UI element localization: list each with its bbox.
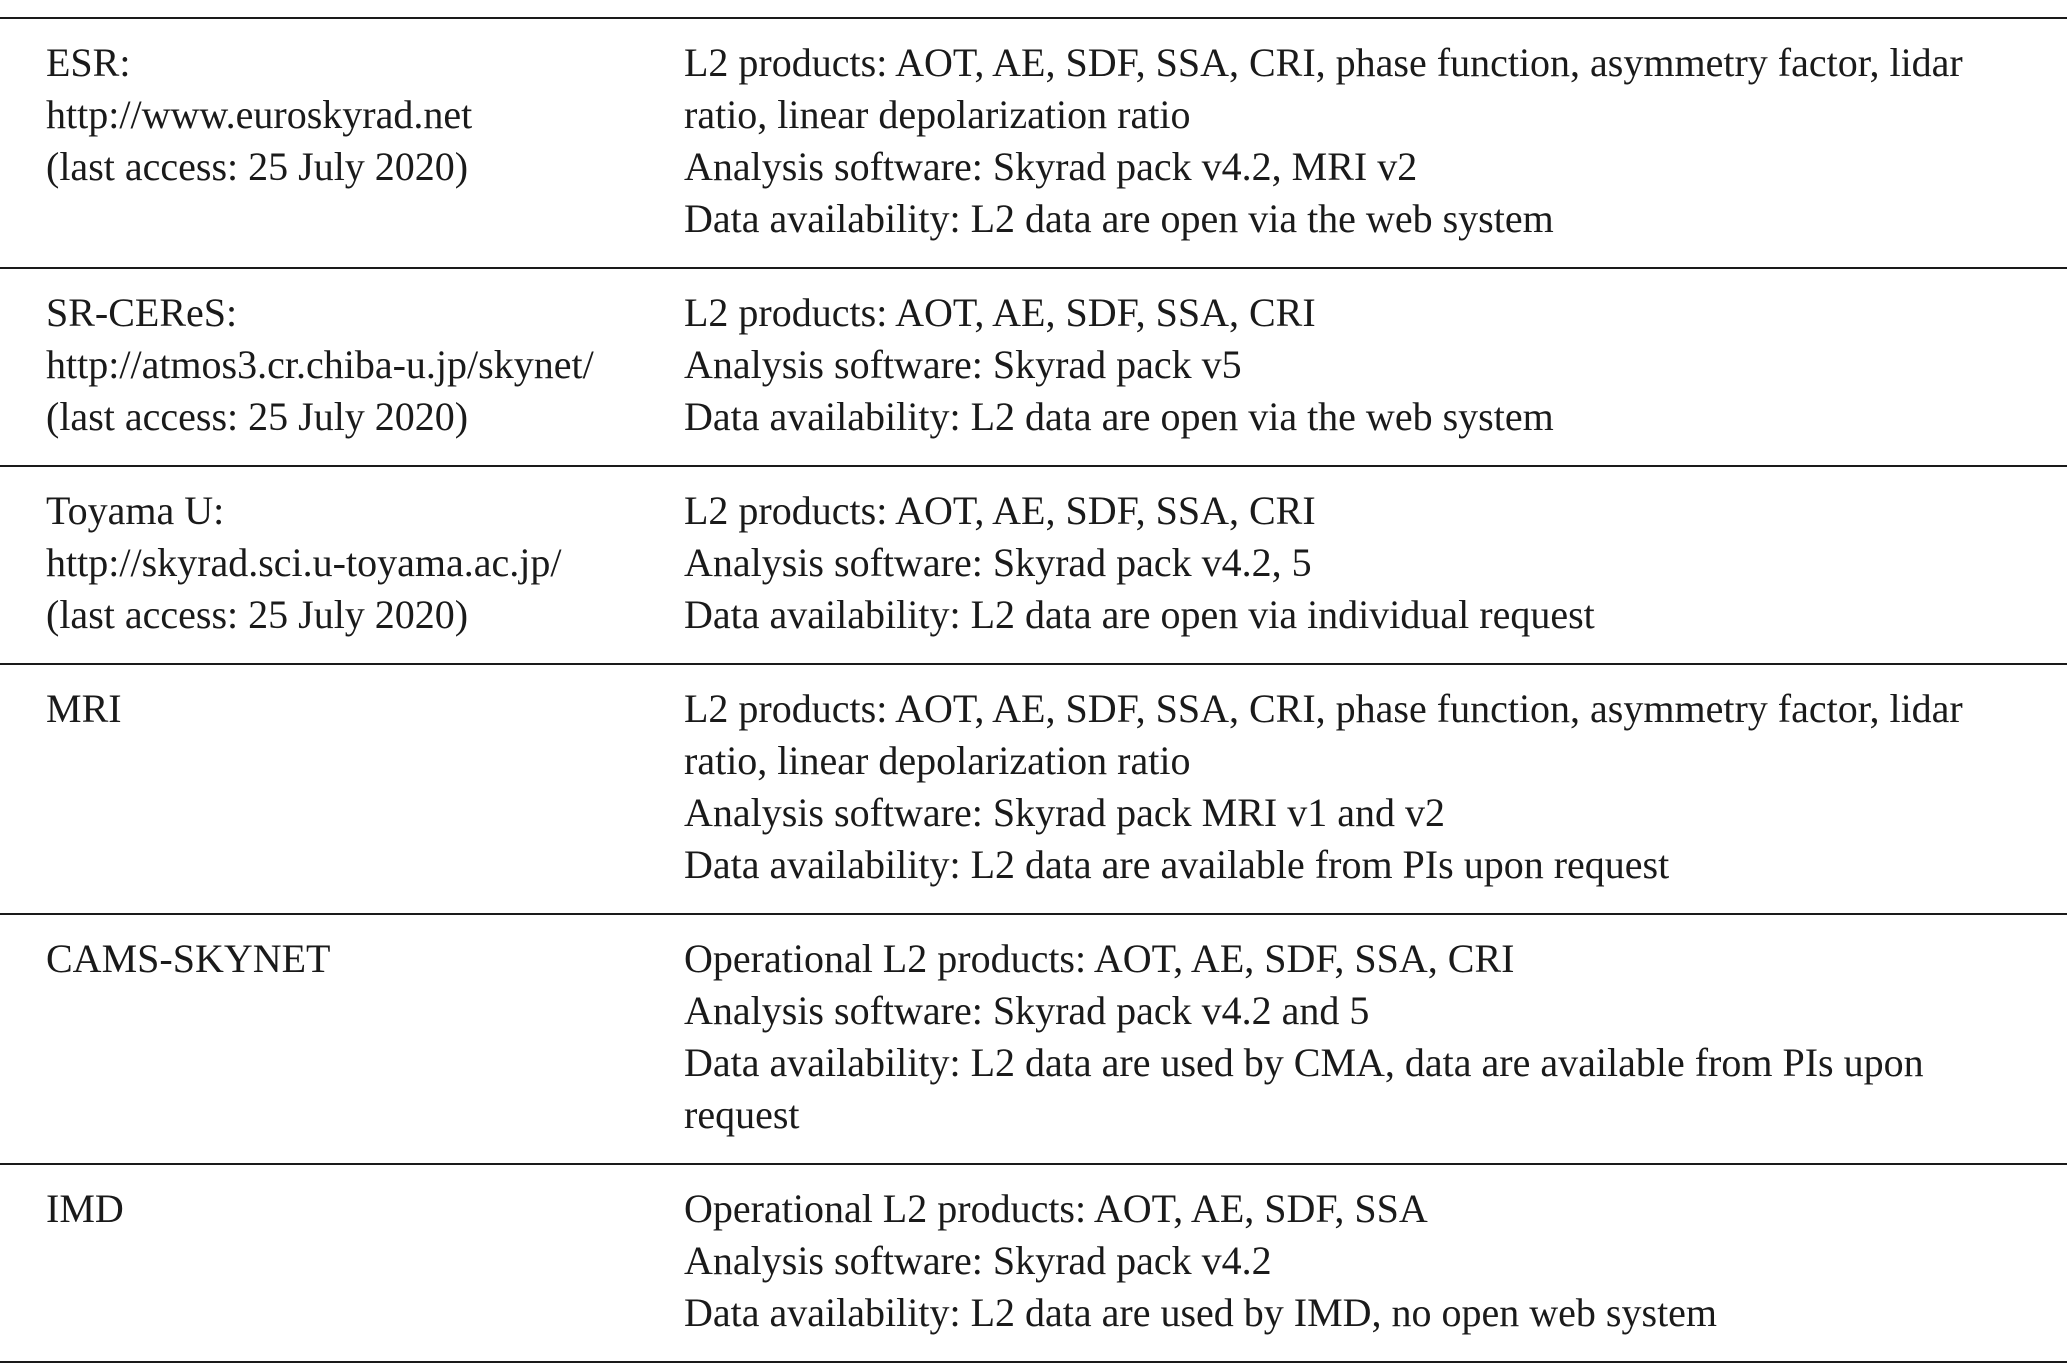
table-row bbox=[0, 466, 2067, 664]
details-cell bbox=[684, 466, 2067, 664]
network-cell bbox=[0, 914, 684, 1164]
data-availability-text: Data availability: L2 data are used by IMD, no open web system bbox=[684, 1290, 1718, 1335]
l2-products-text: L2 products: AOT, AE, SDF, SSA, CRI, phase function, asymmetry factor, lidar ratio, linear depolarization ratio bbox=[684, 686, 1963, 783]
network-cell bbox=[0, 1164, 684, 1362]
network-name: Toyama U: bbox=[46, 488, 225, 533]
data-availability-text: Data availability: L2 data are open via individual request bbox=[684, 592, 1595, 637]
network-cell bbox=[0, 18, 684, 268]
network-url-link[interactable]: http://atmos3.cr.chiba-u.jp/skynet/ bbox=[46, 342, 594, 387]
data-availability-text: Data availability: L2 data are open via the web system bbox=[684, 196, 1554, 241]
table-container bbox=[0, 17, 2067, 1363]
data-availability-text: Data availability: L2 data are used by CMA, data are available from PIs upon request bbox=[684, 1040, 1924, 1137]
data-availability-text: Data availability: L2 data are open via the web system bbox=[684, 394, 1554, 439]
details-cell bbox=[684, 914, 2067, 1164]
network-cell bbox=[0, 466, 684, 664]
last-access-note: (last access: 25 July 2020) bbox=[46, 394, 469, 439]
analysis-software-text: Analysis software: Skyrad pack MRI v1 and v2 bbox=[684, 790, 1445, 835]
details-cell bbox=[684, 664, 2067, 914]
network-url-link[interactable]: http://skyrad.sci.u-toyama.ac.jp/ bbox=[46, 540, 562, 585]
details-cell bbox=[684, 268, 2067, 466]
network-name: SR-CEReS: bbox=[46, 290, 238, 335]
analysis-software-text: Analysis software: Skyrad pack v5 bbox=[684, 342, 1242, 387]
table-row bbox=[0, 914, 2067, 1164]
l2-products-text: Operational L2 products: AOT, AE, SDF, SSA bbox=[684, 1186, 1428, 1231]
l2-products-text: L2 products: AOT, AE, SDF, SSA, CRI bbox=[684, 290, 1316, 335]
table-row bbox=[0, 1164, 2067, 1362]
l2-products-text: Operational L2 products: AOT, AE, SDF, SSA, CRI bbox=[684, 936, 1515, 981]
network-cell bbox=[0, 664, 684, 914]
network-cell bbox=[0, 268, 684, 466]
l2-products-text: L2 products: AOT, AE, SDF, SSA, CRI bbox=[684, 488, 1316, 533]
analysis-software-text: Analysis software: Skyrad pack v4.2 bbox=[684, 1238, 1272, 1283]
table-row bbox=[0, 268, 2067, 466]
table-row bbox=[0, 664, 2067, 914]
analysis-software-text: Analysis software: Skyrad pack v4.2, 5 bbox=[684, 540, 1312, 585]
network-name: ESR: bbox=[46, 40, 131, 85]
data-table bbox=[0, 17, 2067, 1363]
details-cell bbox=[684, 1164, 2067, 1362]
network-name: MRI bbox=[46, 686, 122, 731]
last-access-note: (last access: 25 July 2020) bbox=[46, 144, 469, 189]
data-availability-text: Data availability: L2 data are available from PIs upon request bbox=[684, 842, 1670, 887]
details-cell bbox=[684, 18, 2067, 268]
network-url-link[interactable]: http://www.euroskyrad.net bbox=[46, 92, 473, 137]
analysis-software-text: Analysis software: Skyrad pack v4.2, MRI v2 bbox=[684, 144, 1418, 189]
l2-products-text: L2 products: AOT, AE, SDF, SSA, CRI, phase function, asymmetry factor, lidar ratio, linear depolarization ratio bbox=[684, 40, 1963, 137]
table-row bbox=[0, 18, 2067, 268]
last-access-note: (last access: 25 July 2020) bbox=[46, 592, 469, 637]
analysis-software-text: Analysis software: Skyrad pack v4.2 and 5 bbox=[684, 988, 1370, 1033]
network-name: IMD bbox=[46, 1186, 124, 1231]
network-name: CAMS-SKYNET bbox=[46, 936, 331, 981]
